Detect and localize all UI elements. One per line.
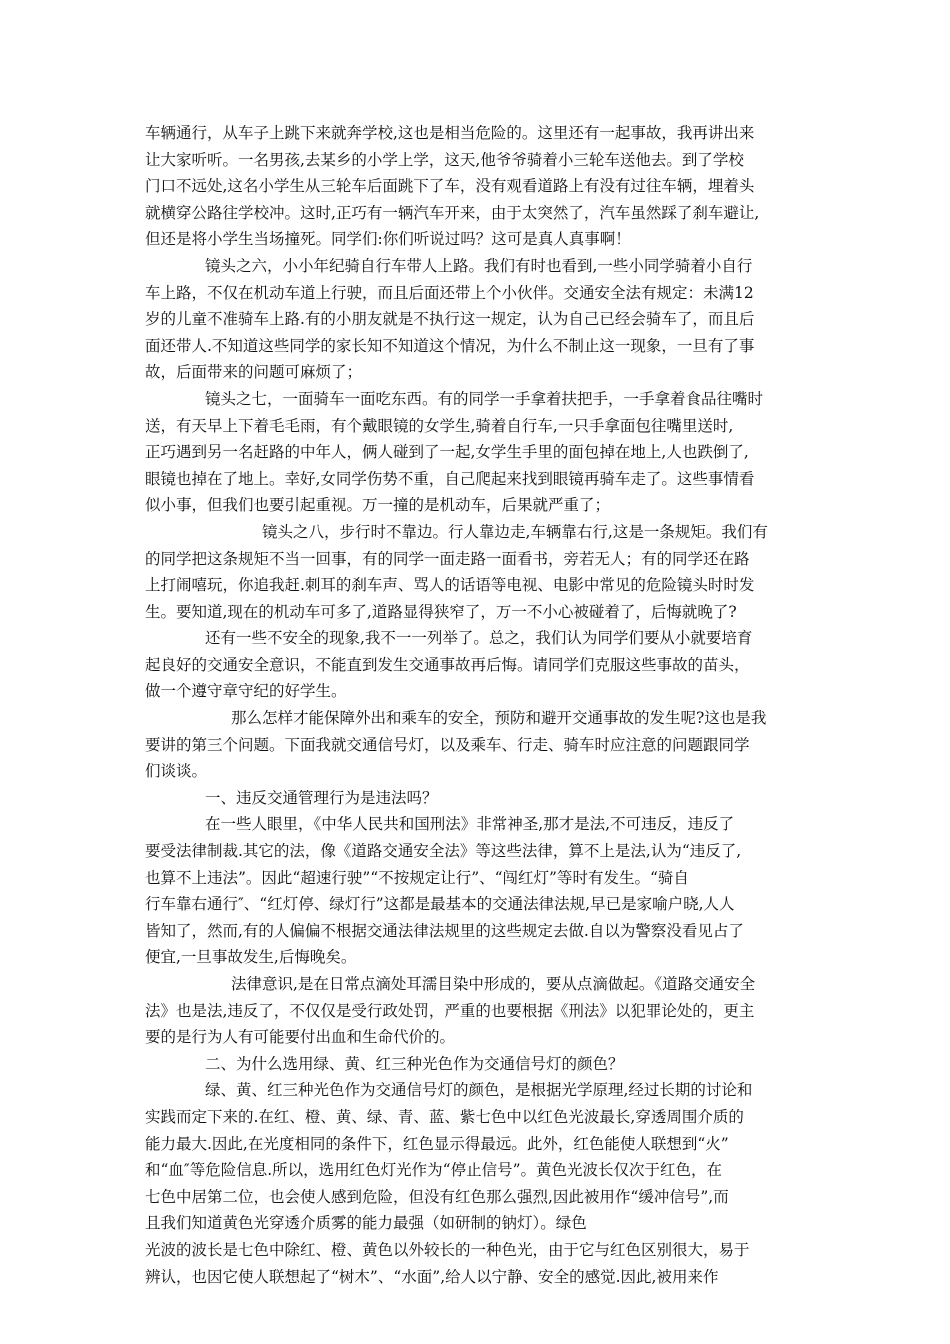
text-line: 能力最大.因此,在光度相同的条件下，红色显示得最远。此外，红色能使人联想到“火”	[145, 1134, 729, 1153]
text-line: 送，有天早上下着毛毛雨，有个戴眼镜的女学生,骑着自行车,一只手拿面包往嘴里送时,	[145, 416, 734, 435]
text-line: 故，后面带来的问题可麻烦了；	[145, 363, 363, 382]
text-line: 要讲的第三个问题。下面我就交通信号灯，以及乘车、行走、骑车时应注意的问题跟同学	[145, 735, 750, 754]
text-line: 生。要知道,现在的机动车可多了,道路显得狭窄了，万一不小心被碰着了，后悔就晚了?	[145, 602, 737, 621]
text-line: 做一个遵守章守纪的好学生。	[145, 682, 347, 701]
text-line: 上打闹嘻玩，你追我赶.刺耳的刹车声、骂人的话语等电视、电影中常见的危险镜头时时发	[145, 576, 755, 595]
text-line: 但还是将小学生当场撞死。同学们:你们听说过吗？这可是真人真事啊！	[145, 230, 631, 249]
text-line: 法律意识,是在日常点滴处耳濡目染中形成的，要从点滴做起。《道路交通安全	[231, 975, 756, 993]
text-line: 们谈谈。	[145, 762, 208, 781]
text-line: 那么怎样才能保障外出和乘车的安全，预防和避开交通事故的发生呢?这也是我	[231, 709, 767, 728]
text-line: 和“血″等危险信息.所以，选用红色灯光作为“停止信号”。黄色光波长仅次于红色，在	[145, 1161, 722, 1180]
document-body	[145, 120, 813, 1290]
text-line: 门口不远处,这名小学生从三轮车后面跳下了车，没有观看道路上有没有过往车辆，埋着头	[145, 177, 755, 196]
text-line: 行车靠右通行″、“红灯停、绿灯行”这都是最基本的交通法律法规,早已是家喻户晓,人人	[145, 895, 735, 914]
text-line: 镜头之六，小小年纪骑自行车带人上路。我们有时也看到,一些小同学骑着小自行	[205, 256, 753, 275]
text-line: 七色中居第二位，也会使人感到危险，但没有红色那么强烈,因此被用作“缓冲信号”,而	[145, 1187, 729, 1206]
text-line: 且我们知道黄色光穿透介质雾的能力最强（如研制的钠灯）。绿色	[145, 1214, 587, 1233]
text-line: 面还带人.不知道这些同学的家长知不知道这个情况，为什么不制止这一现象，一旦有了事	[145, 336, 755, 355]
text-line: 让大家听听。一名男孩,去某乡的小学上学，这天,他爷爷骑着小三轮车送他去。到了学校	[145, 150, 744, 169]
text-line: 眼镜也掉在了地上。幸好,女同学伤势不重，自己爬起来找到眼镜再骑车走了。这些事情看	[145, 469, 755, 488]
text-line: 岁的儿童不准骑车上路.有的小朋友就是不执行这一规定，认为自己已经会骑车了，而且后	[145, 310, 755, 329]
text-line: 光波的波长是七色中除红、橙、黄色以外较长的一种色光，由于它与红色区别很大，易于	[145, 1240, 750, 1259]
text-line: 镜头之八，步行时不靠边。行人靠边走,车辆靠右行,这是一条规矩。我们有	[262, 522, 768, 541]
text-line: 车上路，不仅在机动车道上行驶，而且后面还带上个小伙伴。交通安全法有规定：未满12	[145, 283, 754, 302]
text-line: 便宜,一旦事故发生,后悔晚矣。	[145, 948, 357, 967]
text-line: 就横穿公路往学校冲。这时,正巧有一辆汽车开来，由于太突然了，汽车虽然踩了刹车避让,	[145, 203, 760, 222]
text-line: 辨认，也因它使人联想起了“树木”、“水面”,给人以宁静、安全的感觉.因此,被用来作	[145, 1267, 719, 1286]
text-line: 在一些人眼里，《中华人民共和国刑法》非常神圣,那才是法,不可违反，违反了	[205, 815, 735, 834]
text-line: 镜头之七，一面骑车一面吃东西。有的同学一手拿着扶把手，一手拿着食品往嘴时	[205, 389, 764, 408]
text-line: 起良好的交通安全意识，不能直到发生交通事故再后悔。请同学们克服这些事故的苗头，	[145, 655, 750, 674]
text-line: 皆知了，然而,有的人偏偏不根据交通法律法规里的这些规定去做.自以为警察没看见占了	[145, 921, 744, 940]
text-line: 似小事，但我们也要引起重视。万一撞的是机动车，后果就严重了；	[145, 496, 611, 515]
text-line: 实践而定下来的.在红、橙、黄、绿、青、蓝、紫七色中以红色光波最长,穿透周围介质的	[145, 1107, 744, 1126]
text-line: 法》也是法,违反了，不仅仅是受行政处罚，严重的也要根据《刑法》以犯罪论处的，更主	[145, 1001, 755, 1020]
text-line: 车辆通行，从车子上跳下来就奔学校,这也是相当危险的。这里还有一起事故，我再讲出来	[145, 124, 755, 142]
text-line: 绿、黄、红三种光色作为交通信号灯的颜色，是根据光学原理,经过长期的讨论和	[205, 1081, 753, 1100]
text-line: 的同学把这条规矩不当一回事，有的同学一面走路一面看书，旁若无人；有的同学还在路	[145, 549, 750, 568]
text-line: 还有一些不安全的现象,我不一一列举了。总之，我们认为同学们要从小就要培育	[205, 629, 753, 648]
text-line: 二、为什么选用绿、黄、红三种光色作为交通信号灯的颜色？	[205, 1054, 624, 1073]
text-line: 要的是行为人有可能要付出血和生命代价的。	[145, 1028, 456, 1047]
text-line: 一、违反交通管理行为是违法吗？	[205, 788, 438, 807]
text-line: 要受法律制裁.其它的法，像《道路交通安全法》等这些法律，算不上是法,认为“违反了,	[145, 842, 742, 861]
text-line: 正巧遇到另一名赶路的中年人，俩人碰到了一起,女学生手里的面包掉在地上,人也跌倒了,	[145, 443, 749, 462]
text-line: 也算不上违法”。因此“超速行驶”“不按规定让行”、“闯红灯”等时有发生。“骑自	[145, 868, 689, 887]
